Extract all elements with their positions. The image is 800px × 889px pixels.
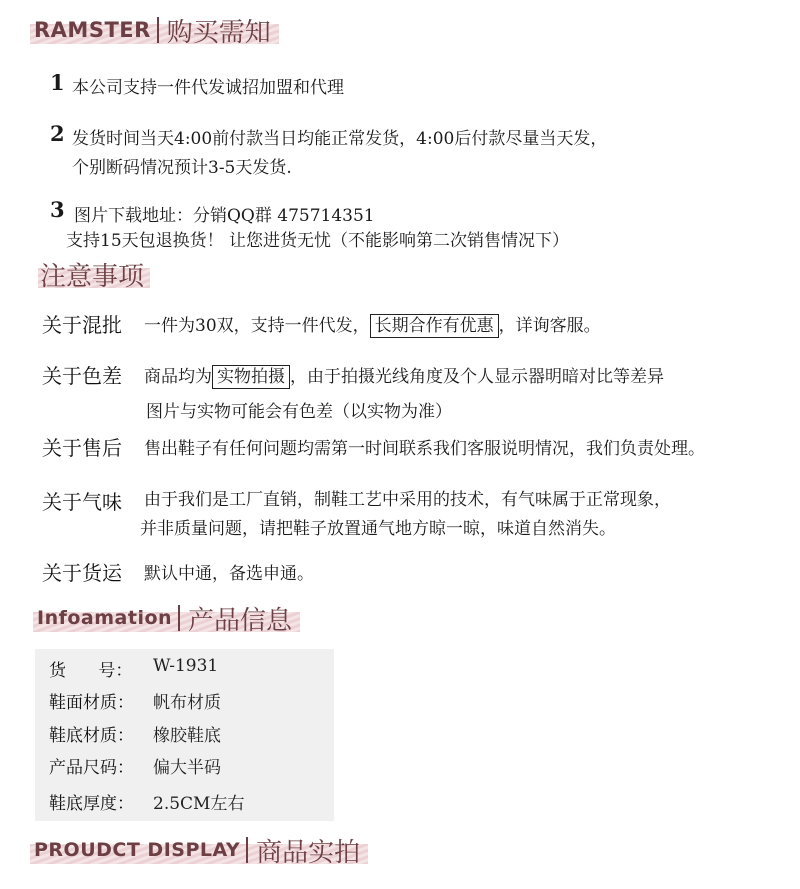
header-zh: 注意事项 bbox=[40, 261, 145, 292]
text-smell-line2: 并非质量问题，请把鞋子放置通气地方晾一晾，味道自然消失。 bbox=[140, 519, 616, 539]
spec-table bbox=[35, 649, 334, 821]
notice-line: 发货时间当天4:00前付款当日均能正常发货，4:00后付款尽量当天发， bbox=[72, 129, 608, 149]
spec-value: 帆布材质 bbox=[153, 693, 221, 713]
text-part: ，由于拍摄光线角度及个人显示器明暗对比等差异 bbox=[290, 367, 664, 387]
section-header-display bbox=[34, 830, 360, 870]
spec-value: 橡胶鞋底 bbox=[153, 726, 221, 746]
label-smell: 关于气味 bbox=[42, 490, 122, 514]
notice-number-2: 2 bbox=[50, 121, 65, 146]
header-en: RAMSTER bbox=[34, 18, 151, 42]
text-shipping: 默认中通，备选申通。 bbox=[144, 564, 314, 584]
spec-value: W-1931 bbox=[153, 656, 219, 676]
spec-key: 鞋面材质： bbox=[49, 693, 134, 713]
notice-number-1: 1 bbox=[50, 70, 65, 95]
text-color bbox=[144, 362, 664, 387]
label-shipping: 关于货运 bbox=[42, 561, 122, 585]
spec-value: 偏大半码 bbox=[153, 758, 221, 778]
spec-key: 货 号： bbox=[49, 661, 133, 681]
header-en: PROUDCT DISPLAY bbox=[34, 839, 241, 861]
section-header-info bbox=[37, 598, 292, 638]
notice-line: 个别断码情况预计3-5天发货. bbox=[72, 158, 292, 178]
header-divider bbox=[246, 837, 248, 863]
spec-key: 鞋底材质： bbox=[49, 726, 134, 746]
label-color: 关于色差 bbox=[42, 364, 122, 388]
header-en: Infoamation bbox=[37, 607, 173, 629]
spec-value: 2.5CM左右 bbox=[153, 794, 245, 814]
text-aftersale: 售出鞋子有任何问题均需第一时间联系我们客服说明情况，我们负责处理。 bbox=[144, 439, 705, 459]
label-wholesale: 关于混批 bbox=[42, 313, 122, 337]
notice-line: 本公司支持一件代发诚招加盟和代理 bbox=[72, 78, 344, 98]
boxed-highlight: 实物拍摄 bbox=[212, 365, 290, 389]
section-header-purchase bbox=[34, 10, 271, 50]
header-divider bbox=[157, 17, 159, 43]
boxed-highlight: 长期合作有优惠 bbox=[370, 314, 499, 338]
spec-key: 产品尺码： bbox=[49, 758, 134, 778]
notice-line: 图片下载地址：分销QQ群 475714351 bbox=[74, 206, 375, 226]
text-color-line2: 图片与实物可能会有色差（以实物为准） bbox=[146, 402, 452, 422]
header-zh: 商品实拍 bbox=[256, 837, 361, 868]
section-header-notes bbox=[40, 254, 144, 294]
text-part: 一件为30双，支持一件代发， bbox=[144, 316, 370, 336]
header-zh: 产品信息 bbox=[188, 605, 293, 636]
text-part: 商品均为 bbox=[144, 367, 212, 387]
spec-key: 鞋底厚度： bbox=[49, 794, 134, 814]
text-smell-line1: 由于我们是工厂直销，制鞋工艺中采用的技术，有气味属于正常现象， bbox=[144, 490, 671, 510]
label-aftersale: 关于售后 bbox=[42, 436, 122, 460]
text-wholesale bbox=[144, 311, 601, 336]
header-zh: 购买需知 bbox=[166, 17, 271, 48]
notice-number-3: 3 bbox=[50, 197, 65, 222]
notice-line: 支持15天包退换货！ 让您进货无忧（不能影响第二次销售情况下） bbox=[66, 231, 570, 251]
text-part: ，详询客服。 bbox=[498, 316, 601, 336]
header-divider bbox=[178, 605, 180, 631]
